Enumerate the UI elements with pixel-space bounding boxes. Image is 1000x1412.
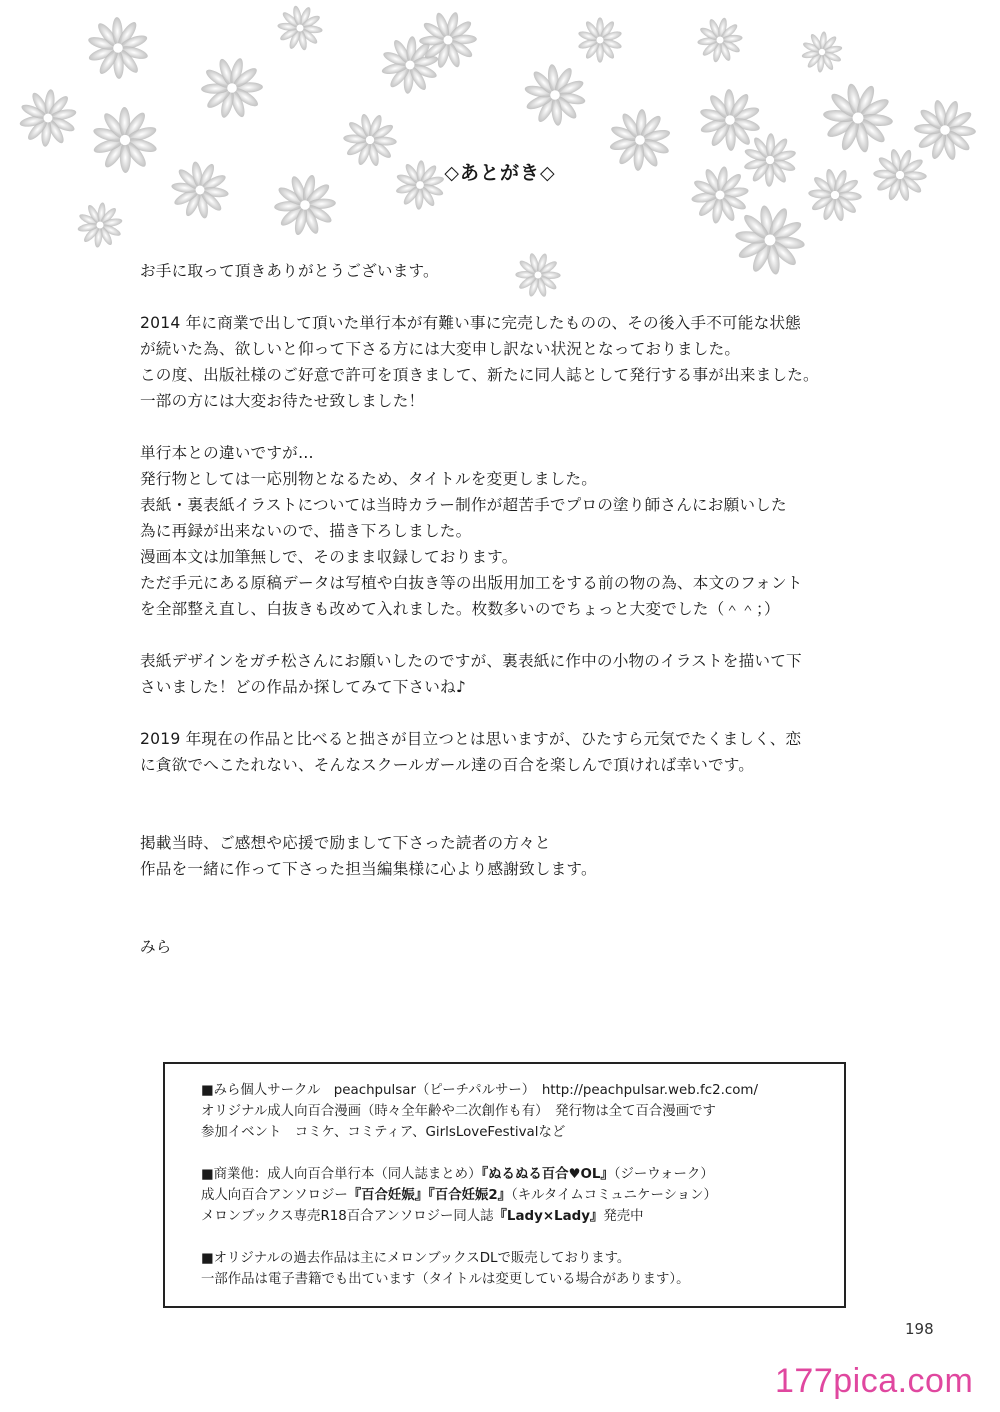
- paragraph-greeting: [140, 258, 870, 284]
- commercial-works: [201, 1164, 824, 1227]
- past-works-line: 一部作品は電子書籍でも出ています（タイトルは変更している場合があります）。: [201, 1272, 690, 1287]
- page-number: 198: [905, 1320, 934, 1338]
- circle-info-box: [163, 1062, 846, 1308]
- text-line: 表紙デザインをガチ松さんにお願いしたのですが、裏表紙に作中の小物のイラストを描いて下: [140, 652, 802, 670]
- text-line: 発行物としては一応別物となるため、タイトルを変更しました。: [140, 470, 598, 488]
- paragraph-reissue: [140, 310, 870, 414]
- daisy-flower-icon: [87, 17, 149, 79]
- paragraph-closing: [140, 726, 870, 778]
- works-line: [201, 1206, 824, 1227]
- paragraph-thanks: [140, 830, 870, 882]
- works-line: [201, 1185, 824, 1206]
- site-watermark: 177pica.com: [775, 1362, 974, 1400]
- daisy-flower-icon: [577, 17, 622, 62]
- page-title: ◇あとがき◇: [444, 162, 556, 184]
- afterword-body: [140, 258, 870, 986]
- daisy-flower-icon: [823, 83, 894, 154]
- paragraph-differences: [140, 440, 870, 622]
- text-line: 単行本との違いですが…: [140, 444, 314, 462]
- works-text: ■商業他：成人向百合単行本（同人誌まとめ）: [201, 1167, 482, 1182]
- past-works-line: ■オリジナルの過去作品は主にメロンブックスDLで販売しております。: [201, 1251, 631, 1266]
- circle-events-line: 参加イベント コミケ、コミティア、GirlsLoveFestivalなど: [201, 1125, 566, 1140]
- paragraph-cover: [140, 648, 870, 700]
- works-text: メロンブックス専売R18百合アンソロジー同人誌: [201, 1209, 494, 1224]
- daisy-flower-icon: [77, 202, 123, 248]
- text-line: 表紙・裏表紙イラストについては当時カラー制作が超苦手でプロの塗り師さんにお願いした: [140, 496, 787, 514]
- text-line: ただ手元にある原稿データは写植や白抜き等の出版用加工をする前の物の為、本文のフォント: [140, 574, 803, 592]
- flower-decoration: [0, 0, 1000, 300]
- daisy-flower-icon: [697, 17, 743, 63]
- daisy-flower-icon: [914, 99, 976, 161]
- text-line: 一部の方には大変お待たせ致しました！: [140, 392, 425, 410]
- text-line: 掲載当時、ご感想や応援で励まして下さった読者の方々と: [140, 834, 551, 852]
- works-text: 発売中: [603, 1209, 644, 1224]
- daisy-flower-icon: [201, 57, 263, 119]
- daisy-flower-icon: [277, 5, 323, 51]
- text-line: みら: [140, 938, 172, 956]
- works-title: 『百合妊娠』『百合妊娠2』: [347, 1188, 512, 1203]
- works-title: 『ぬるぬる百合♥OL』: [481, 1167, 614, 1182]
- text-line: 2019 年現在の作品と比べると拙さが目立つとは思いますが、ひたすら元気でたくましく、恋: [140, 730, 802, 748]
- daisy-flower-icon: [19, 89, 77, 147]
- circle-name-line: ■みら個人サークル peachpulsar（ピーチパルサー） http://peachpulsar.web.fc2.com/: [201, 1083, 758, 1098]
- works-text: （キルタイムコミュニケーション）: [511, 1188, 717, 1203]
- past-works: [201, 1248, 824, 1290]
- text-line: 漫画本文は加筆無しで、そのまま収録しております。: [140, 548, 518, 566]
- works-text: 成人向百合アンソロジー: [201, 1188, 348, 1203]
- circle-info: [201, 1080, 824, 1143]
- text-line: 作品を一緒に作って下さった担当編集様に心より感謝致します。: [140, 860, 597, 878]
- author-signature: [140, 934, 870, 960]
- works-text: （ジーウォーク）: [613, 1167, 714, 1182]
- daisy-flower-icon: [699, 89, 761, 151]
- text-line: 為に再録が出来ないので、描き下ろしました。: [140, 522, 472, 540]
- circle-genre-line: オリジナル成人向百合漫画（時々全年齢や二次創作も有） 発行物は全て百合漫画です: [201, 1104, 716, 1119]
- text-line: この度、出版社様のご好意で許可を頂きまして、新たに同人誌として発行する事が出来ました。: [140, 366, 819, 384]
- daisy-flower-icon: [524, 64, 587, 127]
- text-line: を全部整え直し、白抜きも改めて入れました。枚数多いのでちょっと大変でした（＾＾；）: [140, 600, 780, 618]
- text-line: に貪欲でへこたれない、そんなスクールガール達の百合を楽しんで頂ければ幸いです。: [140, 756, 755, 774]
- text-line: が続いた為、欲しいと仰って下さる方には大変申し訳ない状況となっておりました。: [140, 340, 741, 358]
- works-line: [201, 1164, 824, 1185]
- daisy-flower-icon: [801, 31, 843, 73]
- text-line: 2014 年に商業で出して頂いた単行本が有難い事に完売したものの、その後入手不可能な状態: [140, 314, 801, 332]
- text-line: さいました！どの作品か探してみて下さいね♪: [140, 678, 467, 696]
- works-title: 『Lady×Lady』: [493, 1209, 604, 1224]
- text-line: お手に取って頂きありがとうございます。: [140, 262, 439, 280]
